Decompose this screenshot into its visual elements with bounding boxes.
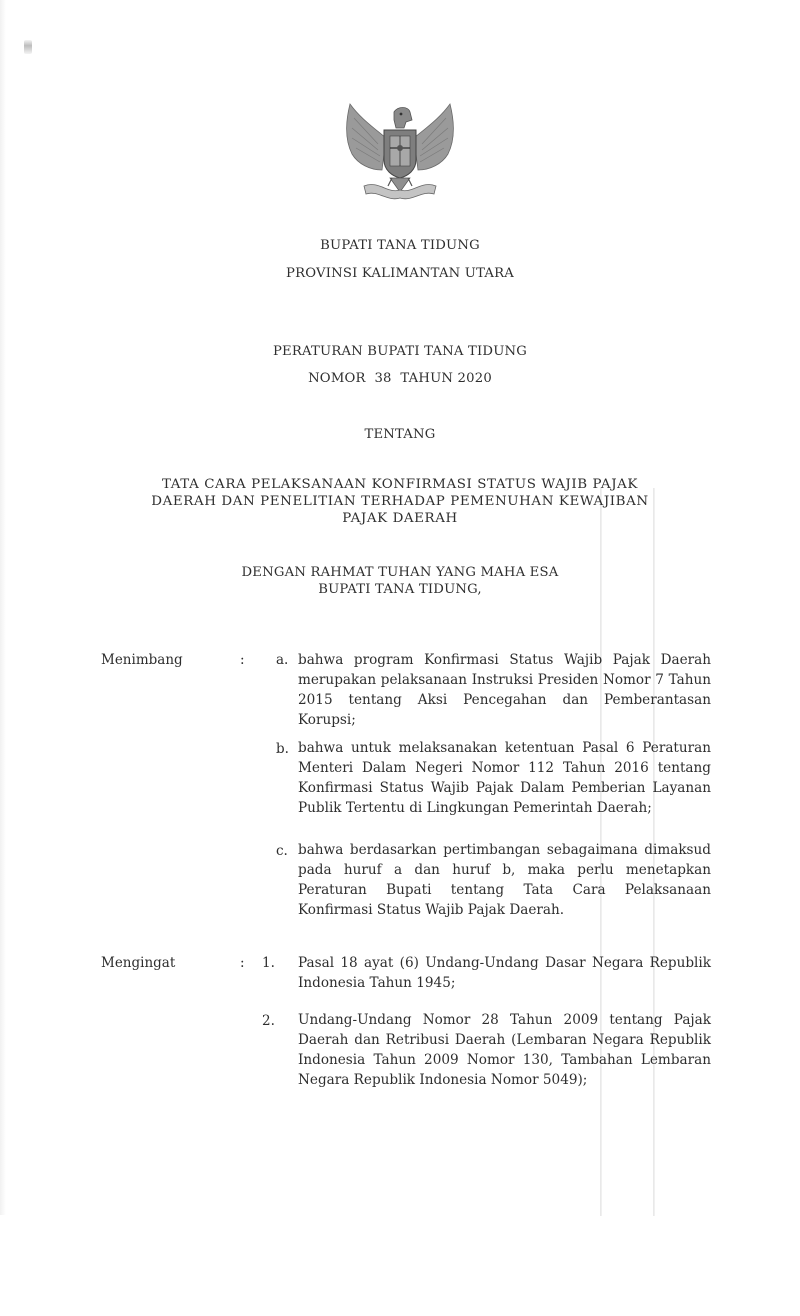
consideration-item: bahwa untuk melaksanakan ketentuan Pasal 6 Peraturan Menteri Dalam Negeri Nomor 112 Tahun 2016 tentang Konfirmasi Status Wajib Pajak Dalam Pemberian Layanan Publik Tertentu di Lingkungan Pemerintah Daerah; <box>298 740 711 816</box>
garuda-emblem-icon <box>338 98 462 206</box>
scan-left-edge <box>0 0 6 1215</box>
section-colon: : <box>240 955 245 971</box>
regulation-title-line: TATA CARA PELAKSANAAN KONFIRMASI STATUS WAJIB PAJAK <box>161 477 639 492</box>
section-colon: : <box>240 652 245 668</box>
item-marker: 2. <box>262 1013 275 1029</box>
consideration-item: bahwa berdasarkan pertimbangan sebagaimana dimaksud pada huruf a dan huruf b, maka perlu menetapkan Peraturan Bupati tentang Tata Cara Pelaksanaan Konfirmasi Status Wajib Pajak Daerah. <box>298 842 711 918</box>
item-marker: c. <box>276 843 288 859</box>
section-label-mengingat: Mengingat <box>101 955 176 971</box>
scan-speck <box>24 40 32 54</box>
item-marker: b. <box>276 741 289 757</box>
preamble-line: DENGAN RAHMAT TUHAN YANG MAHA ESA <box>241 565 559 580</box>
item-marker: 1. <box>262 955 275 971</box>
preamble-authority: BUPATI TANA TIDUNG, <box>318 582 482 597</box>
regulation-number: NOMOR 38 TAHUN 2020 <box>308 371 492 386</box>
regulation-title-line: PAJAK DAERAH <box>342 511 458 526</box>
about-heading: TENTANG <box>364 427 436 442</box>
consideration-item: bahwa program Konfirmasi Status Wajib Pajak Daerah merupakan pelaksanaan Instruksi Presiden Nomor 7 Tahun 2015 tentang Aksi Pencegahan dan Pemberantasan Korupsi; <box>298 652 711 728</box>
regulation-type: PERATURAN BUPATI TANA TIDUNG <box>272 344 527 359</box>
legal-basis-item: Undang-Undang Nomor 28 Tahun 2009 tentang Pajak Daerah dan Retribusi Daerah (Lembaran Negara Republik Indonesia Tahun 2009 Nomor 130, Tambahan Lembaran Negara Republik Indonesia Nomor 5049); <box>298 1012 711 1088</box>
item-marker: a. <box>276 652 289 668</box>
section-label-menimbang: Menimbang <box>101 652 183 668</box>
regulation-title-line: DAERAH DAN PENELITIAN TERHADAP PEMENUHAN KEWAJIBAN <box>151 494 649 509</box>
authority-name: BUPATI TANA TIDUNG <box>320 238 480 253</box>
legal-basis-item: Pasal 18 ayat (6) Undang-Undang Dasar Negara Republik Indonesia Tahun 1945; <box>298 955 711 991</box>
province-name: PROVINSI KALIMANTAN UTARA <box>286 266 514 281</box>
